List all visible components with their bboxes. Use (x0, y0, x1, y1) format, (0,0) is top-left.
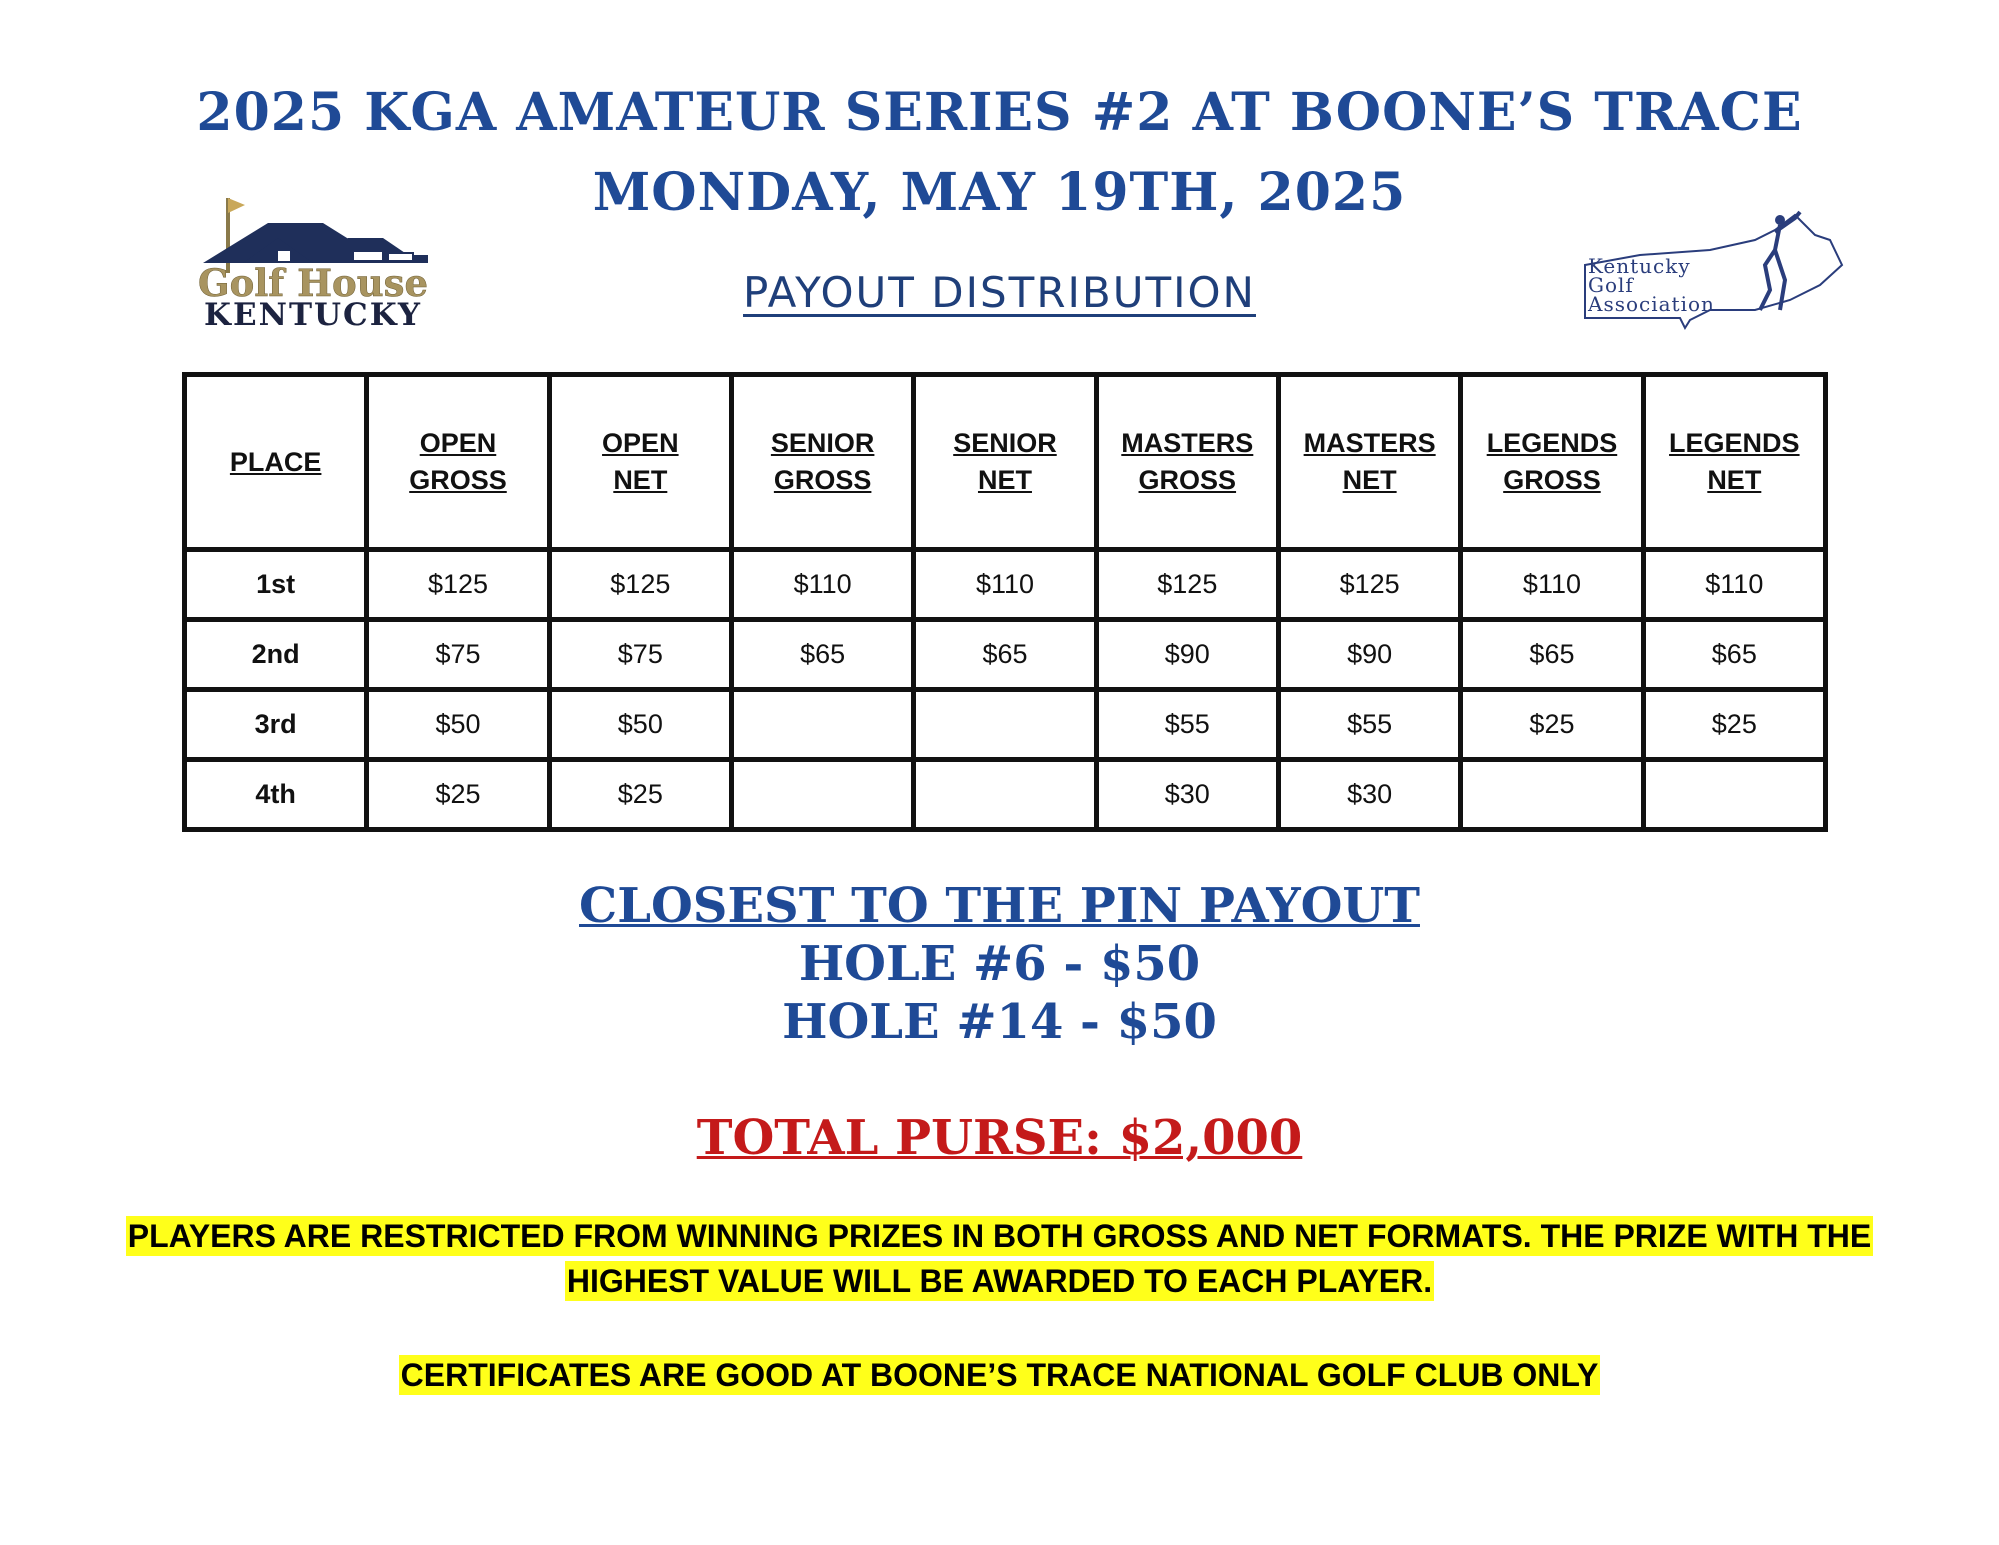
table-cell: $30 (1278, 760, 1460, 830)
table-cell (914, 690, 1096, 760)
table-cell (1643, 760, 1825, 830)
logo-text-kentucky: KENTUCKY (204, 297, 422, 333)
table-cell: $55 (1278, 690, 1460, 760)
table-cell (731, 690, 913, 760)
table-cell (731, 760, 913, 830)
table-cell: $125 (1096, 550, 1278, 620)
payout-distribution-heading: PAYOUT DISTRIBUTION (743, 268, 1256, 317)
table-header-row (185, 375, 1826, 550)
table-cell: $55 (1096, 690, 1278, 760)
certificates-note: CERTIFICATES ARE GOOD AT BOONE’S TRACE NATIONAL GOLF CLUB ONLY (400, 1357, 1599, 1393)
table-cell: $65 (1643, 620, 1825, 690)
table-cell: $25 (1643, 690, 1825, 760)
table-cell: $65 (914, 620, 1096, 690)
table-cell: $30 (1096, 760, 1278, 830)
closest-to-pin-hole-6: HOLE #6 - $50 (798, 936, 1201, 992)
logo-text-association-small: Association (1588, 292, 1715, 316)
table-row (185, 550, 1826, 620)
table-cell: $110 (1643, 550, 1825, 620)
event-date: MONDAY, MAY 19TH, 2025 (592, 162, 1407, 223)
table-cell: $25 (549, 760, 731, 830)
header-place: PLACE (185, 375, 367, 550)
page-title: 2025 KGA AMATEUR SERIES #2 AT BOONE’S TRACE (196, 82, 1803, 143)
place-cell: 2nd (185, 620, 367, 690)
table-cell: $125 (367, 550, 549, 620)
table-cell: $25 (1461, 690, 1643, 760)
table-cell (914, 760, 1096, 830)
table-cell: $110 (914, 550, 1096, 620)
table-cell: $65 (1461, 620, 1643, 690)
table-cell: $110 (1461, 550, 1643, 620)
header-legends-gross: LEGENDS GROSS (1461, 375, 1643, 550)
table-cell (1461, 760, 1643, 830)
table-cell: $65 (731, 620, 913, 690)
header-legends-net: LEGENDS NET (1643, 375, 1825, 550)
table-cell: $50 (549, 690, 731, 760)
header-senior-net: SENIOR NET (914, 375, 1096, 550)
payout-table (182, 372, 1828, 832)
table-cell: $25 (367, 760, 549, 830)
logo-text-golf-house: Golf House (197, 261, 429, 305)
place-cell: 4th (185, 760, 367, 830)
kentucky-golfer-icon (1580, 210, 1850, 335)
table-cell: $75 (367, 620, 549, 690)
restriction-note-line1: PLAYERS ARE RESTRICTED FROM WINNING PRIZES IN BOTH GROSS AND NET FORMATS. THE PRIZE WITH THE (127, 1218, 1872, 1254)
table-cell: $110 (731, 550, 913, 620)
place-cell: 3rd (185, 690, 367, 760)
table-cell: $90 (1278, 620, 1460, 690)
header-masters-net: MASTERS NET (1278, 375, 1460, 550)
logo-text-kentucky-small: Kentucky (1588, 254, 1691, 278)
table-row (185, 620, 1826, 690)
closest-to-pin-heading: CLOSEST TO THE PIN PAYOUT (579, 878, 1420, 934)
logo-text-golf-small: Golf (1588, 273, 1634, 297)
table-cell: $50 (367, 690, 549, 760)
closest-to-pin-hole-14: HOLE #14 - $50 (782, 994, 1217, 1050)
table-cell: $90 (1096, 620, 1278, 690)
total-purse: TOTAL PURSE: $2,000 (696, 1110, 1303, 1166)
table-cell: $125 (549, 550, 731, 620)
kentucky-golf-association-logo (1580, 210, 1850, 335)
header-open-net: OPEN NET (549, 375, 731, 550)
restriction-note-line2: HIGHEST VALUE WILL BE AWARDED TO EACH PLAYER. (566, 1263, 1433, 1299)
table-cell: $75 (549, 620, 731, 690)
table-row (185, 760, 1826, 830)
header-open-gross: OPEN GROSS (367, 375, 549, 550)
table-row (185, 690, 1826, 760)
table-cell: $125 (1278, 550, 1460, 620)
place-cell: 1st (185, 550, 367, 620)
header-senior-gross: SENIOR GROSS (731, 375, 913, 550)
header-masters-gross: MASTERS GROSS (1096, 375, 1278, 550)
